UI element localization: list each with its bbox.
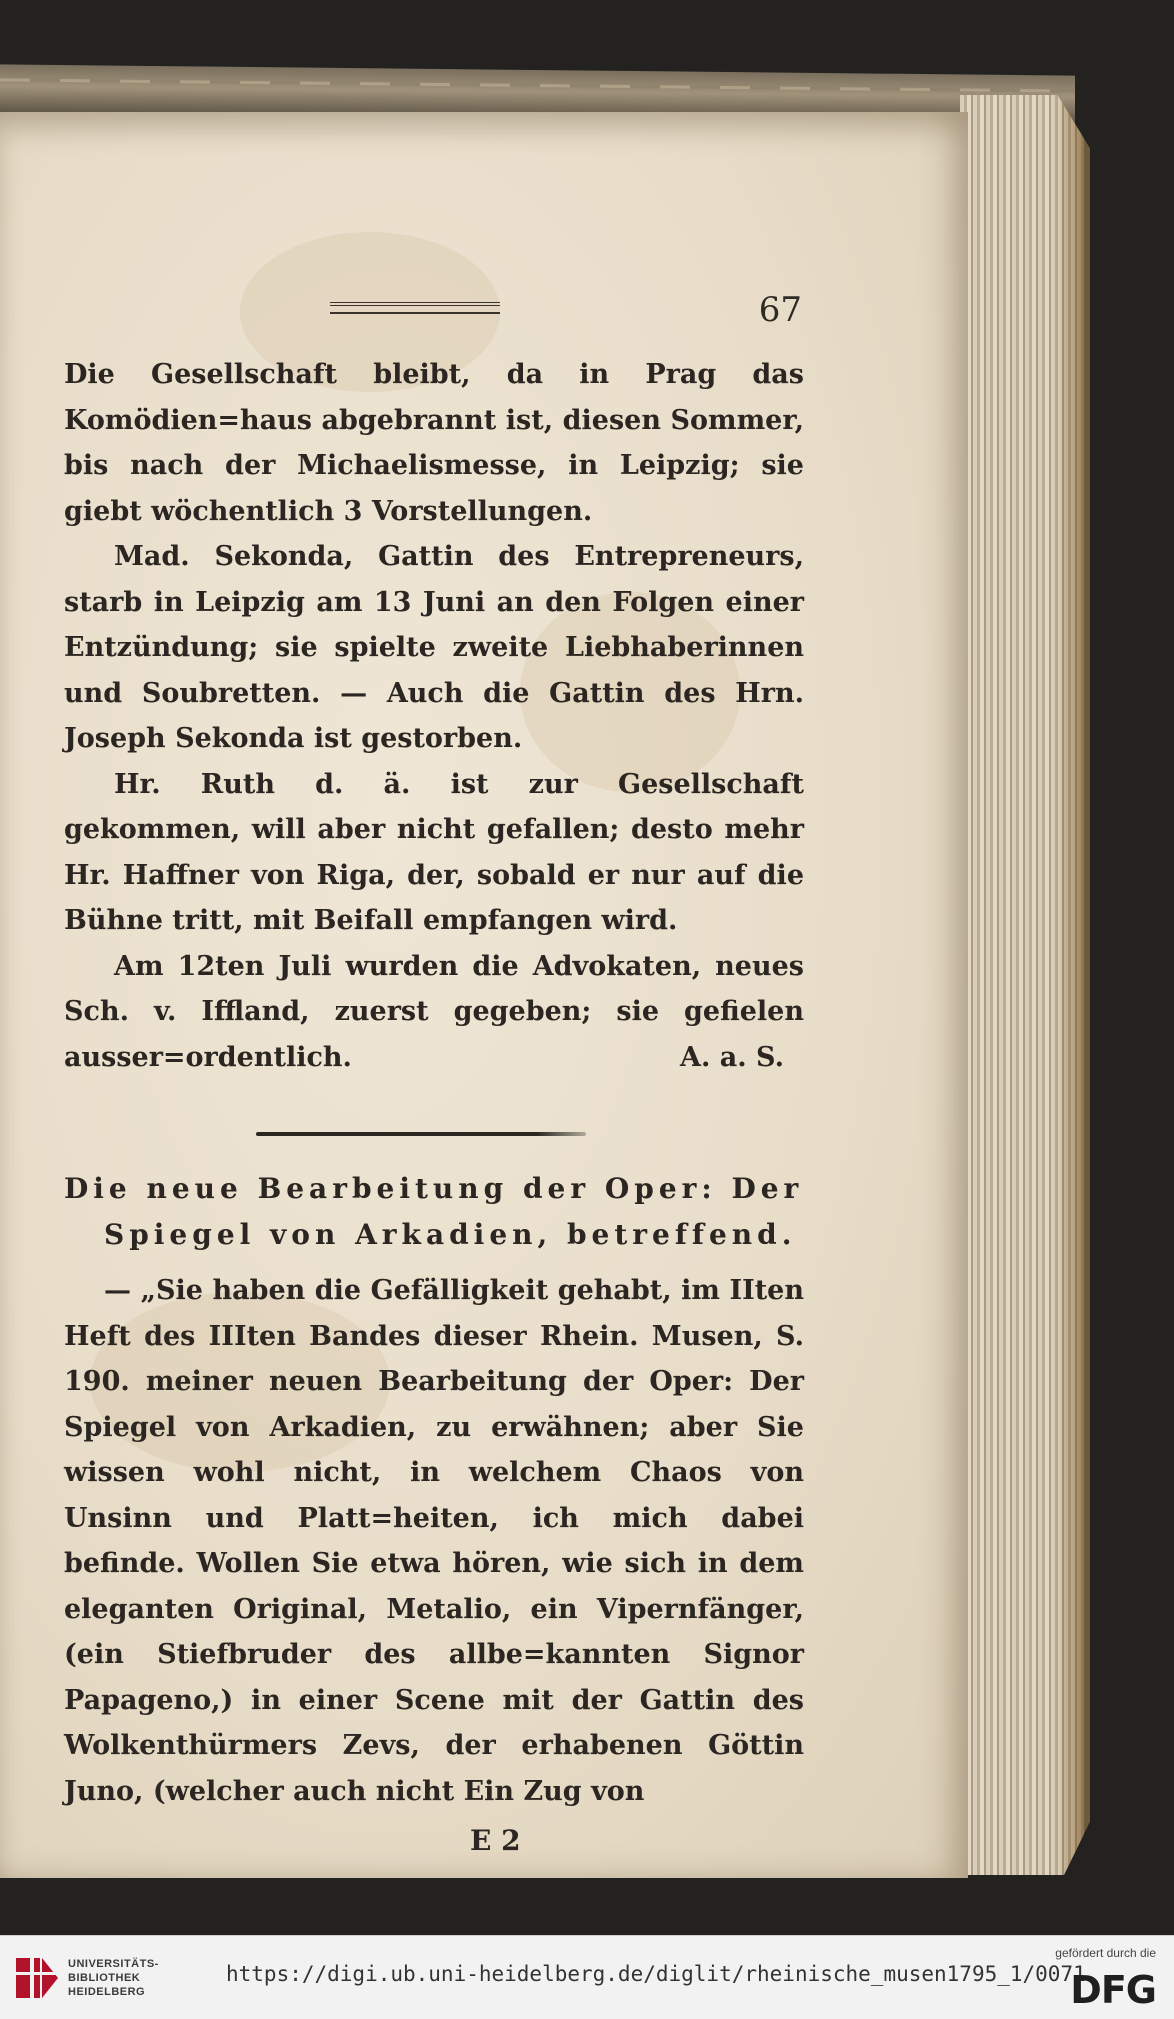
paragraph-sekonda: Mad. Sekonda, Gattin des Entrepreneurs, starb in Leipzig am 13 Juni an den Folgen einer Entzündung; sie spielte zweite Liebhaberinnen und Soubretten. — Auch die Gattin des Hrn. Joseph Sekonda ist gestorben.	[64, 541, 804, 754]
paragraph-letter: — „Sie haben die Gefälligkeit gehabt, im IIten Heft des IIIten Bandes dieser Rhein. Musen, S. 190. meiner neuen Bearbeitung der Oper: Der Spiegel von Arkadien, zu erwähnen; aber Sie wissen wohl nicht, in welchem Chaos von Unsinn und Platt=heiten, ich mich dabei befinde. Wollen Sie etwa hören, wie sich in dem eleganten Original, Metalio, ein Vipernfänger, (ein Stiefbruder des allbe=kannten Signor Papageno,) in einer Scene mit der Gattin des Wolkenthürmers Zevs, der erhabenen Göttin Juno, (welcher auch nicht Ein Zug von	[64, 1275, 804, 1807]
dfg-logo: DFG	[1070, 1968, 1156, 2012]
institution-line-2: BIBLIOTHEK	[68, 1972, 141, 1984]
book-page-edges	[960, 95, 1090, 1875]
institution-line-1: UNIVERSITÄTS-	[68, 1958, 159, 1970]
heading-line-1: Die neue Bearbeitung der Oper: Der	[64, 1172, 804, 1205]
section-divider	[256, 1132, 586, 1136]
paragraph-advokaten	[64, 944, 804, 1081]
page-number: 67	[758, 290, 802, 330]
funded-by-label: gefördert durch die	[1055, 1946, 1156, 1960]
paragraph-ruth: Hr. Ruth d. ä. ist zur Gesellschaft gekommen, will aber nicht gefallen; desto mehr Hr. Haffner von Riga, der, sobald er nur auf die Bühne tritt, mit Beifall empfangen wird.	[64, 768, 804, 936]
header-ornament-rule	[330, 302, 500, 314]
university-library-logo-icon	[14, 1952, 60, 2004]
author-signature: A. a. S.	[680, 1041, 784, 1073]
viewer-footer	[0, 1935, 1174, 2019]
heading-line-2: Spiegel von Arkadien, betreffend.	[104, 1218, 797, 1251]
institution-name	[68, 1957, 178, 1999]
signature-mark: E 2	[470, 1824, 521, 1857]
section-heading	[64, 1166, 804, 1258]
book-page	[0, 112, 968, 1878]
institution-line-3: HEIDELBERG	[68, 1986, 146, 1998]
page-text	[64, 352, 804, 1814]
paragraph-advokaten-text: Am 12ten Juli wurden die Advokaten, neues Sch. v. Iffland, zuerst gegeben; sie gefielen ausser=ordentlich.	[64, 950, 804, 1073]
paragraph-company: Die Gesellschaft bleibt, da in Prag das Komödien=haus abgebrannt ist, diesen Sommer, bis nach der Michaelismesse, in Leipzig; sie giebt wöchentlich 3 Vorstellungen.	[64, 359, 804, 527]
permalink-url[interactable]: https://digi.ub.uni-heidelberg.de/diglit/rheinische_musen1795_1/0071	[226, 1962, 1086, 1986]
